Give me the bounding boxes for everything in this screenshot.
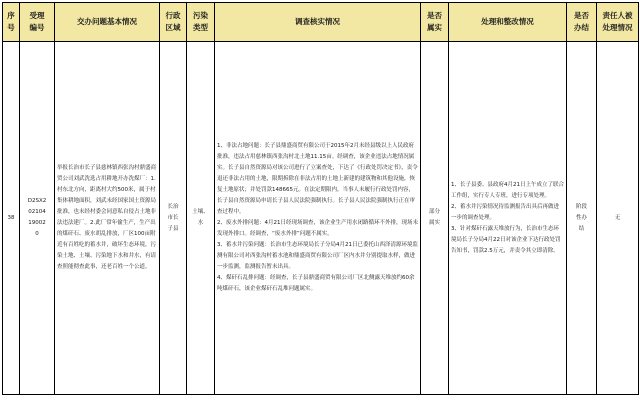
header-handling: 处理和整改情况 bbox=[449, 3, 567, 42]
header-pollution: 污染 类型 bbox=[187, 3, 215, 42]
header-verified: 是否 属实 bbox=[421, 3, 449, 42]
header-region: 行政 区域 bbox=[160, 3, 187, 42]
cell-closed: 阶段 性办 结 bbox=[567, 42, 597, 395]
cell-region: 长治 市长 子县 bbox=[160, 42, 187, 395]
header-investigation: 调查核实情况 bbox=[215, 3, 421, 42]
header-issue: 交办问题基本情况 bbox=[55, 3, 160, 42]
header-accountability: 责任人被 处理情况 bbox=[597, 3, 639, 42]
cell-investigation: 1、非法占地问题：长子县鼎盛商贸有限公司于2015年2月未经县级以上人民政府批准，违法占用慈林镇西张沟村北土地11.15亩。经调查，该企业违法占地情况属实。长子县自然资源局对该公司进行了立案查处，下达了《行政处罚决定书》，责令退还非法占用的土地，限期拆除在非法占用的土地上新建的建筑物和其他设施，恢复土地原状；并处罚款148665元。在法定期限内，当事人未履行行政处罚内容，长子县自然资源局申请长子县人民法院强制执行。长子县人民法院强制执行正在审查过程中。 2、废水外排问题：4月21日经现场调查，该企业生产用水闭路循环不外排，现场未发现外排口。经调查，“废水外排”问题不属实。 3、蓄水井污染问题：长治市生态环境局长子分局4月21日已委托山西泽清源环境监测有限公司对西张沟村蓄水池和鼎盛商贸有限公司厂区内水井分别提取水样，做进一步监测，监测报告暂未出具。 4、煤矸石乱排问题：经调查，长子县鼎盛商贸有限公司厂区北侧露天堆放约60余吨煤矸石，该企业煤矸石乱堆问题属实。 bbox=[215, 42, 421, 395]
header-code: 受理 编号 bbox=[20, 3, 55, 42]
complaint-table bbox=[2, 2, 639, 395]
header-row bbox=[3, 3, 639, 42]
header-seq: 序 号 bbox=[3, 3, 20, 42]
table-row bbox=[3, 42, 639, 395]
cell-handling: 1、长子县委、县政府4月21日上午成立了联合工作组，实行专人专班，进行专项处理。 2、蓄水井污染情况待监测报告出具后再做进一步的调查处理。 3、针对煤矸石露天堆放行为，长治市生态环境局长子分局4月22日对该企业下达行政处罚告知书，罚款2.5万元，并责令其立即清除。 bbox=[449, 42, 567, 395]
header-closed: 是否 办结 bbox=[567, 3, 597, 42]
cell-accountability: 无 bbox=[597, 42, 639, 395]
cell-issue: 举报长治市长子县慈林镇西张沟村鼎盛商贸公司刘武洗选占用耕地开办洗煤厂：1.村东北方向，距离村大约500米，属于村集体耕地面积，刘武未经国家国土资源局批准，也未经村委会同意私自侵占土地非法违法建厂。2.此厂常年偷生产，生产出的煤矸石、废水胡乱排放，厂区100亩附近有百姓吃的蓄水井，破坏生态环境，污染土地、土壤、污染地下水和井水，有请查照能彻查此事，还老百姓一个公道。 bbox=[55, 42, 160, 395]
cell-code: D2SX2 02104 19002 0 bbox=[20, 42, 55, 395]
cell-verified: 部分 属实 bbox=[421, 42, 449, 395]
cell-seq: 38 bbox=[3, 42, 20, 395]
cell-pollution: 土壤、 水 bbox=[187, 42, 215, 395]
